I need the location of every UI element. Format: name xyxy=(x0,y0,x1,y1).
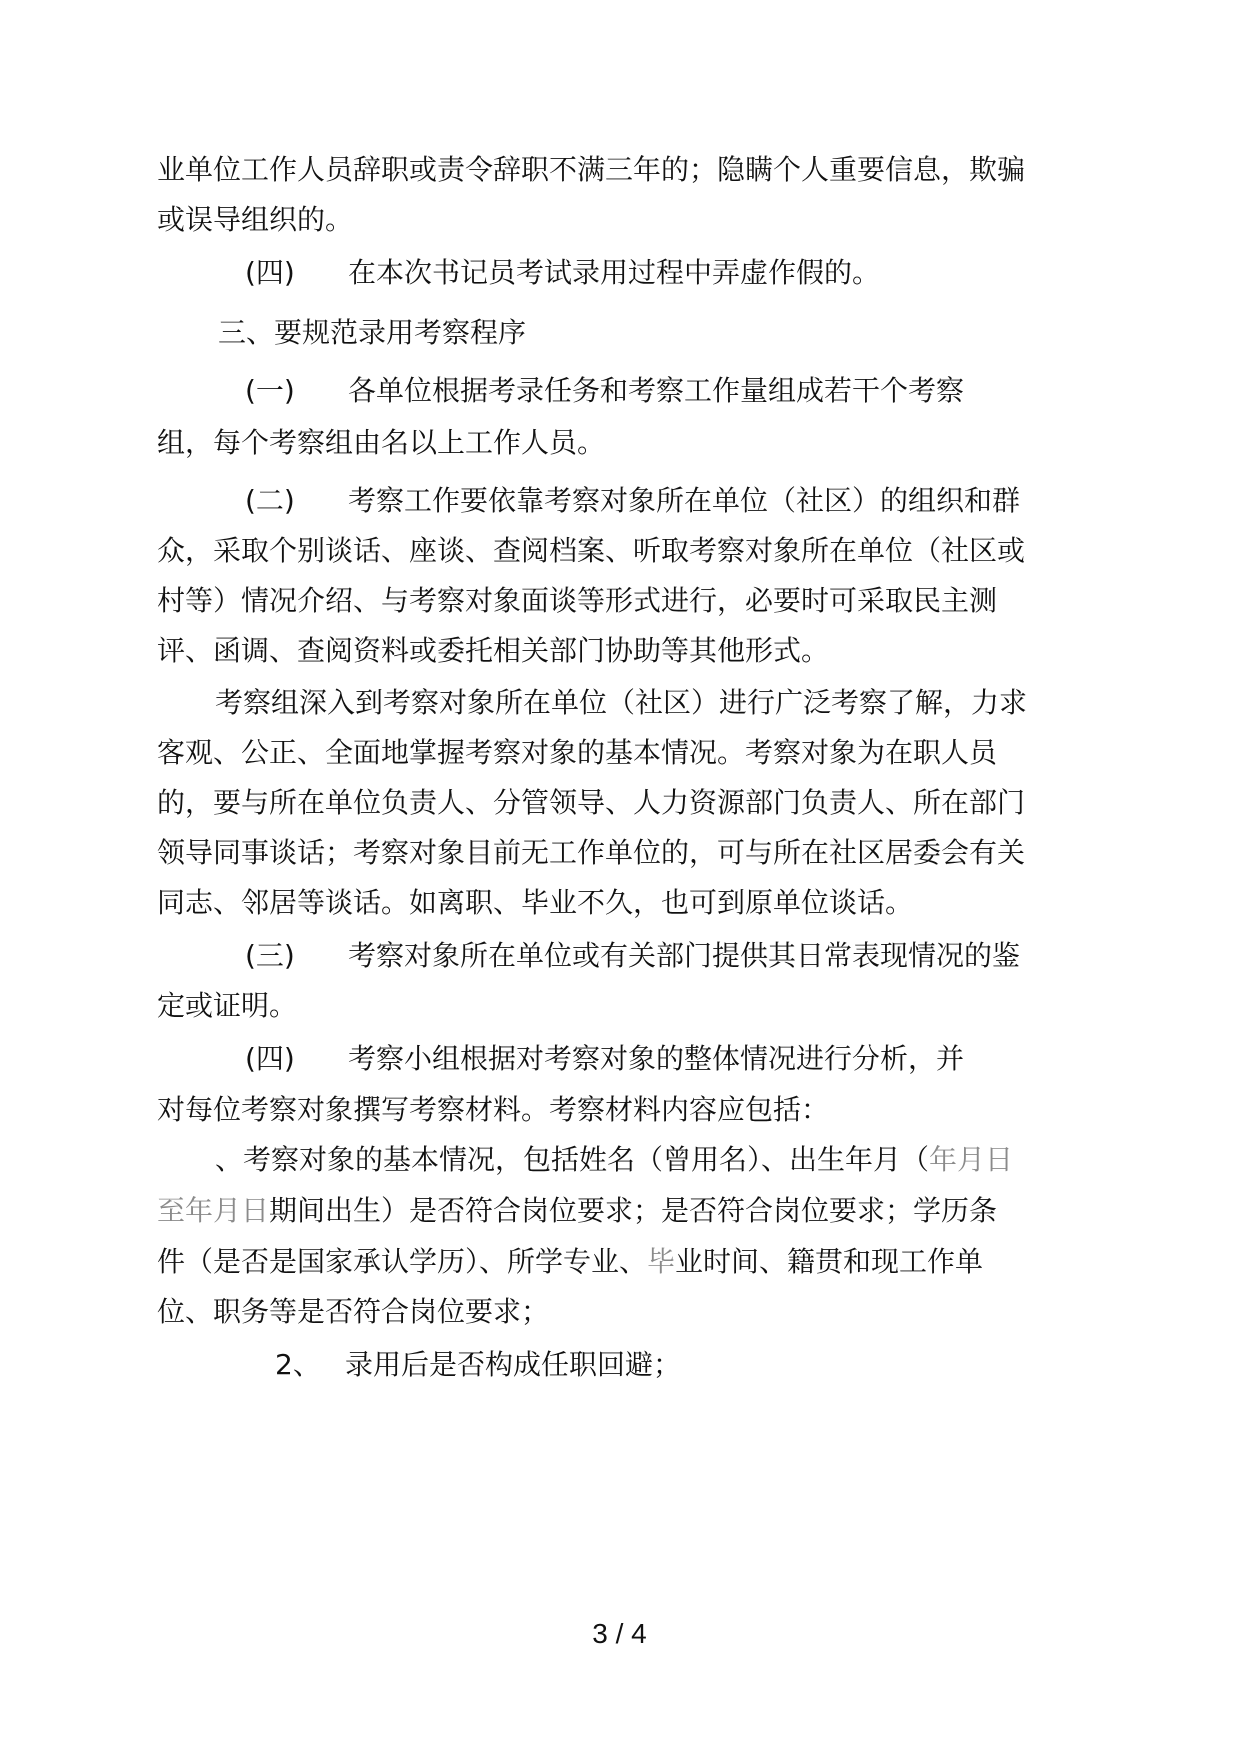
list-item-date-placeholder: 年月日 xyxy=(929,1143,1014,1176)
list-item-text-part: 件（是否是国家承认学历）、所学专业、 xyxy=(157,1245,648,1278)
list-item-number: 2、 xyxy=(275,1348,321,1381)
list-item-text: 组，每个考察组由名以上工作人员。 xyxy=(157,426,606,459)
list-item-text xyxy=(215,1140,1013,1180)
list-item-text-part: 毕 xyxy=(647,1245,676,1278)
list-item-text: 众，采取个别谈话、座谈、查阅档案、听取考察对象所在单位（社区或 xyxy=(157,534,1026,567)
paragraph-line: 考察组深入到考察对象所在单位（社区）进行广泛考察了解，力求 xyxy=(215,686,1028,719)
list-item-text: 考察工作要依靠考察对象所在单位（社区）的组织和群 xyxy=(348,484,1021,517)
section-heading: 三、要规范录用考察程序 xyxy=(218,316,527,349)
paragraph-line: 的，要与所在单位负责人、分管领导、人力资源部门负责人、所在部门 xyxy=(157,786,1026,819)
list-item-text: 考察小组根据对考察对象的整体情况进行分析，并 xyxy=(348,1042,965,1075)
list-item-text-part: 、考察对象的基本情况，包括姓名（曾用名）、出生年月（ xyxy=(215,1143,930,1176)
list-item-text: 对每位考察对象撰写考察材料。考察材料内容应包括： xyxy=(157,1093,830,1126)
list-item-text xyxy=(157,1242,983,1282)
list-item-text-part: 期间出生）是否符合岗位要求；是否符合岗位要求；学历条 xyxy=(269,1194,998,1227)
list-item-number: (四) xyxy=(245,256,295,289)
list-item-text: 考察对象所在单位或有关部门提供其日常表现情况的鉴 xyxy=(348,939,1021,972)
list-item-text: 在本次书记员考试录用过程中弄虚作假的。 xyxy=(348,256,881,289)
list-item-text: 评、函调、查阅资料或委托相关部门协助等其他形式。 xyxy=(157,634,830,667)
paragraph-line: 领导同事谈话；考察对象目前无工作单位的，可与所在社区居委会有关 xyxy=(157,836,1026,869)
list-item-text: 各单位根据考录任务和考察工作量组成若干个考察 xyxy=(348,374,965,407)
list-item-text-part: 业时间、籍贯和现工作单 xyxy=(675,1245,984,1278)
paragraph-line: 同志、邻居等谈话。如离职、毕业不久，也可到原单位谈话。 xyxy=(157,886,914,919)
paragraph-line: 或误导组织的。 xyxy=(157,203,354,236)
page-number: 3 / 4 xyxy=(592,1618,647,1649)
list-item-text: 录用后是否构成任职回避； xyxy=(345,1348,682,1381)
list-item-text: 位、职务等是否符合岗位要求； xyxy=(157,1295,550,1328)
list-item-text xyxy=(157,1191,997,1231)
paragraph-line: 业单位工作人员辞职或责令辞职不满三年的；隐瞒个人重要信息，欺骗 xyxy=(157,153,1026,186)
list-item-number: (四) xyxy=(245,1042,295,1075)
list-item-text: 定或证明。 xyxy=(157,989,298,1022)
paragraph-line: 客观、公正、全面地掌握考察对象的基本情况。考察对象为在职人员 xyxy=(157,736,998,769)
list-item-number: (一) xyxy=(245,374,295,407)
list-item-number: (二) xyxy=(245,484,295,517)
list-item-number: (三) xyxy=(245,939,295,972)
list-item-text: 村等）情况介绍、与考察对象面谈等形式进行，必要时可采取民主测 xyxy=(157,584,998,617)
list-item-date-placeholder: 至年月日 xyxy=(157,1194,270,1227)
